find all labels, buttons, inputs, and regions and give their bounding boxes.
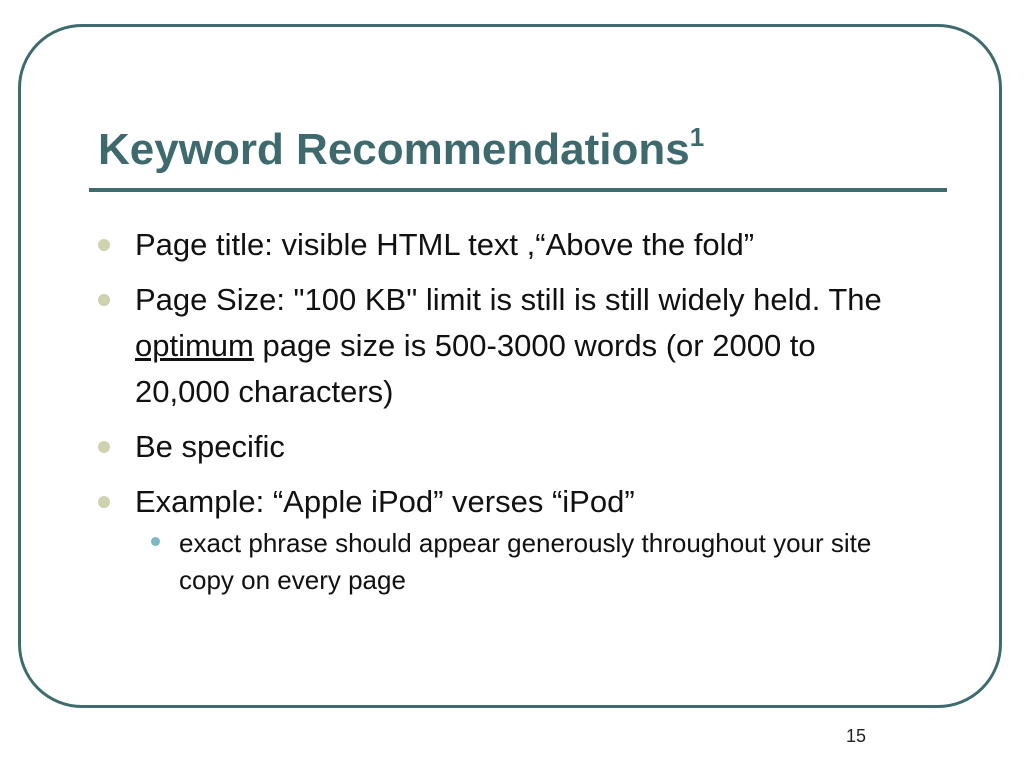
bullet-text-after: page size is 500-3000 words (or 2000 to 20,000 characters) — [135, 328, 816, 409]
bullet-example — [97, 479, 917, 599]
bullet-dot-icon — [98, 239, 110, 251]
bullet-dot-icon — [98, 294, 110, 306]
title-divider — [89, 188, 947, 192]
bullet-text: Page title: visible HTML text ,“Above the fold” — [135, 227, 755, 262]
bullet-list — [97, 222, 917, 608]
slide-title-text: Keyword Recommendations — [98, 125, 690, 174]
bullet-text: Be specific — [135, 429, 285, 464]
bullet-be-specific — [97, 424, 917, 470]
sub-bullet-dot-icon — [151, 537, 160, 546]
page-number: 15 — [846, 726, 867, 746]
bullet-page-size — [97, 277, 917, 415]
bullet-dot-icon — [98, 441, 110, 453]
sub-bullet-exact-phrase — [135, 525, 917, 599]
bullet-text: Example: “Apple iPod” verses “iPod” — [135, 484, 635, 519]
bullet-page-title — [97, 222, 917, 268]
sub-bullet-list — [135, 525, 917, 599]
bullet-text-before: Page Size: "100 KB" limit is still is still widely held. The — [135, 282, 882, 317]
slide-title — [98, 122, 705, 174]
bullet-dot-icon — [98, 496, 110, 508]
bullet-underlined-word: optimum — [135, 328, 254, 363]
sub-bullet-text: exact phrase should appear generously throughout your site copy on every page — [179, 528, 872, 595]
title-footnote-marker: 1 — [689, 122, 705, 152]
